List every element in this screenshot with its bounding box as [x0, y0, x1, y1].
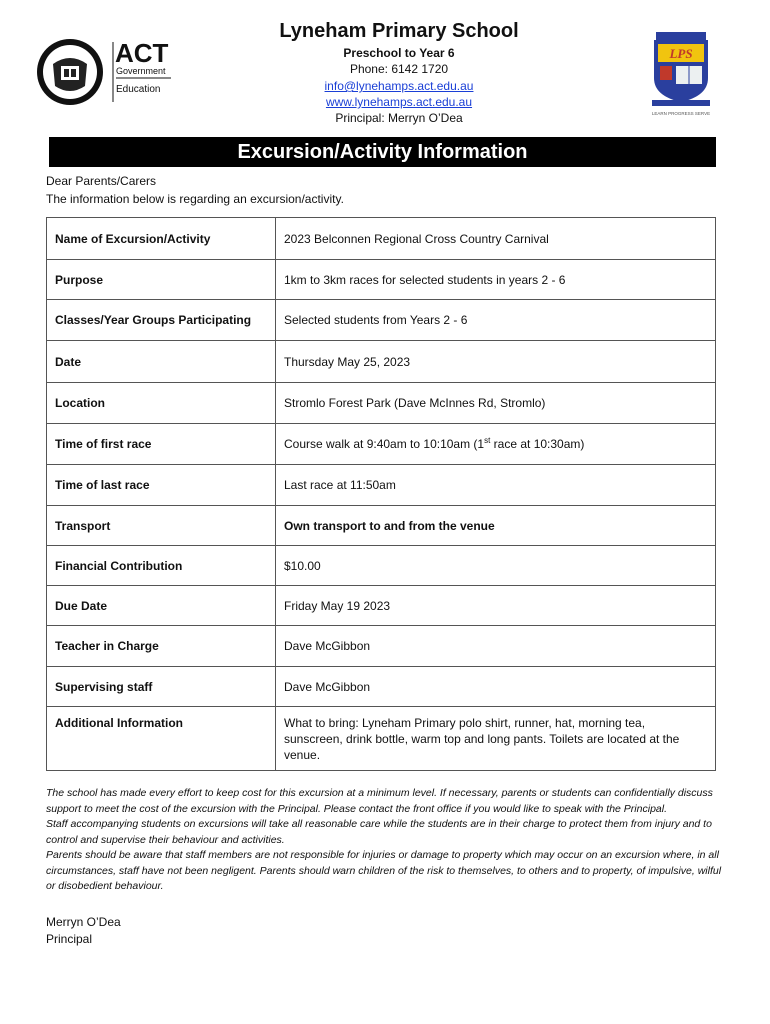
row-value: Dave McGibbon — [276, 667, 716, 707]
table-row — [47, 506, 716, 546]
table-row — [47, 667, 716, 707]
school-grades: Preschool to Year 6 — [343, 46, 455, 60]
row-label: Financial Contribution — [47, 546, 276, 586]
row-value-sup: st — [484, 436, 491, 445]
row-value: 2023 Belconnen Regional Cross Country Carnival — [276, 218, 716, 260]
row-label: Transport — [47, 506, 276, 546]
row-label: Purpose — [47, 260, 276, 300]
act-logo-word: ACT — [115, 38, 169, 68]
school-principal: Principal: Merryn O’Dea — [335, 111, 463, 125]
disclaimer-cost: The school has made every effort to keep cost for this excursion at a minimum level. If necessary, parents or students can confidentially discuss support to meet the cost of the excursion with the Principal. Please contact the front office if you would like to speak with the Principal. — [46, 787, 713, 815]
row-label: Due Date — [47, 586, 276, 626]
row-label: Time of last race — [47, 465, 276, 506]
signature-role: Principal — [46, 932, 93, 946]
table-row — [47, 260, 716, 300]
row-label: Teacher in Charge — [47, 626, 276, 667]
table-row — [47, 383, 716, 424]
row-label: Additional Information — [47, 707, 276, 771]
table-row — [47, 218, 716, 260]
row-label: Supervising staff — [47, 667, 276, 707]
disclaimer-care: Staff accompanying students on excursions will take all reasonable care while the students are in their charge to protect them from injury and to control and supervise their behaviour and activities. — [46, 818, 712, 846]
school-email-link[interactable]: info@lynehamps.act.edu.au — [324, 79, 474, 93]
row-label: Classes/Year Groups Participating — [47, 300, 276, 341]
table-row — [47, 707, 716, 771]
row-value — [276, 424, 716, 465]
table-row — [47, 424, 716, 465]
row-value: $10.00 — [276, 546, 716, 586]
school-website-link[interactable]: www.lynehamps.act.edu.au — [325, 95, 473, 109]
table-row — [47, 626, 716, 667]
school-name: Lyneham Primary School — [279, 20, 519, 42]
intro-greeting: Dear Parents/Carers — [46, 174, 157, 188]
disclaimer — [46, 786, 726, 895]
row-value: Thursday May 25, 2023 — [276, 341, 716, 383]
row-value: Selected students from Years 2 - 6 — [276, 300, 716, 341]
table-row — [47, 546, 716, 586]
row-value: What to bring: Lyneham Primary polo shirt, runner, hat, morning tea, sunscreen, drink bottle, warm top and long pants. Toilets are located at the venue. — [276, 707, 716, 771]
table-row — [47, 465, 716, 506]
disclaimer-liability: Parents should be aware that staff members are not responsible for injuries or damage to property which may occur on an excursion where, in all circumstances, staff have not been negligent. Parents should warn children of the risk to themselves, to others and to property, of impulsive, wilful or disobedient behaviour. — [46, 849, 722, 892]
table-row — [47, 586, 716, 626]
crest-motto: LEARN PROGRESS SERVE — [651, 111, 711, 116]
row-value: Own transport to and from the venue — [276, 506, 716, 546]
act-logo-line1: Government — [116, 66, 166, 76]
row-value-post: race at 10:30am) — [490, 437, 585, 451]
excursion-info-table — [46, 217, 716, 771]
signature-name: Merryn O’Dea — [46, 915, 121, 929]
intro-line: The information below is regarding an excursion/activity. — [46, 192, 344, 206]
row-label: Date — [47, 341, 276, 383]
row-label: Name of Excursion/Activity — [47, 218, 276, 260]
row-value: 1km to 3km races for selected students in years 2 - 6 — [276, 260, 716, 300]
row-label: Time of first race — [47, 424, 276, 465]
table-row — [47, 300, 716, 341]
row-value: Stromlo Forest Park (Dave McInnes Rd, Stromlo) — [276, 383, 716, 424]
school-phone: Phone: 6142 1720 — [349, 62, 449, 76]
act-logo-line2: Education — [116, 84, 161, 95]
table-row — [47, 341, 716, 383]
row-value-pre: Course walk at 9:40am to 10:10am (1 — [284, 437, 485, 451]
row-value: Last race at 11:50am — [276, 465, 716, 506]
row-label: Location — [47, 383, 276, 424]
crest-initials: LPS — [669, 46, 693, 61]
row-value: Dave McGibbon — [276, 626, 716, 667]
page-title: Excursion/Activity Information — [49, 137, 716, 167]
row-value: Friday May 19 2023 — [276, 586, 716, 626]
